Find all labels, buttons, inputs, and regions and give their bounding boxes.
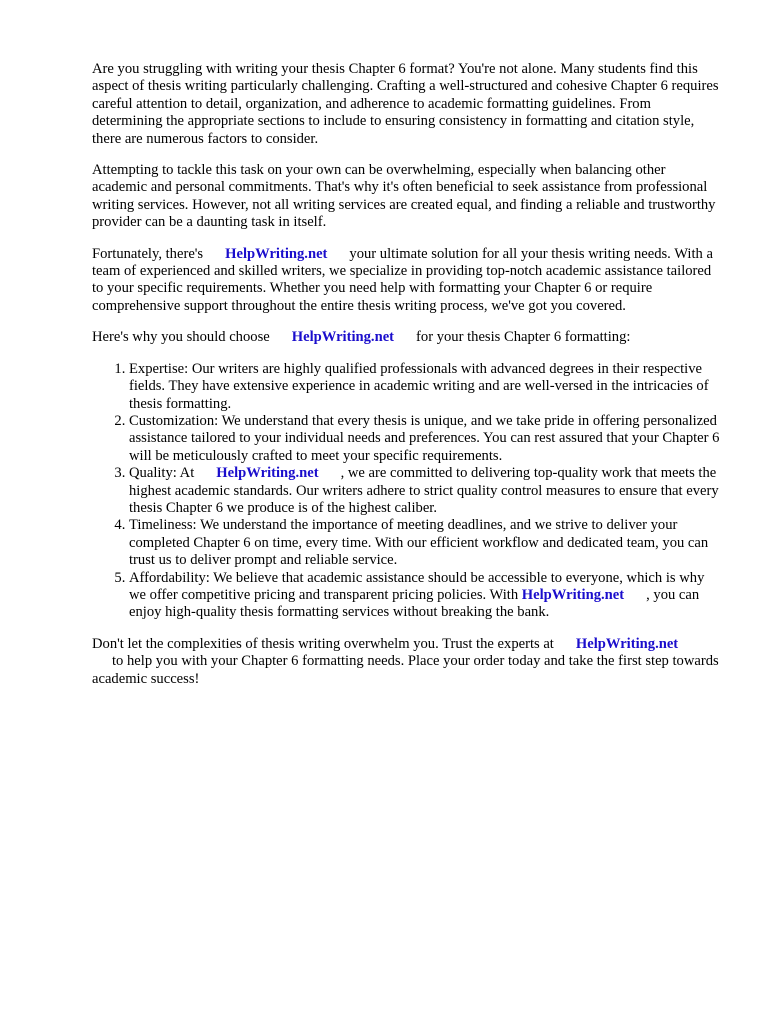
list-item: [129, 570, 722, 622]
solution-text-before: Fortunately, there's: [92, 245, 204, 262]
list-item-text-before: Quality: At: [129, 465, 195, 482]
closing-paragraph: [92, 636, 722, 688]
why-text-before: Here's why you should choose: [92, 329, 270, 346]
solution-text-after: your ultimate solution for all your thesis writing needs. With a team of experienced and skilled writers, we specialize in providing top-notch academic assistance tailored to your specific requirements. Whether you need help with formatting your Chapter 6 or require comprehensive support throughout the entire thesis writing process, we've got you covered.: [92, 245, 713, 314]
list-item: [129, 465, 722, 517]
why-text-after: for your thesis Chapter 6 formatting:: [416, 329, 631, 346]
document-page: [92, 61, 722, 702]
list-item-text-after: , we are committed to delivering top-quality work that meets the highest academic standards. Our writers adhere to strict quality control measures to ensure that every thesis Chapter 6 we produce is of the highest caliber.: [129, 465, 719, 516]
list-item-text: Expertise: Our writers are highly qualified professionals with advanced degrees in their respective fields. They have extensive experience in academic writing and are well-versed in the intricacies of thesis formatting.: [129, 360, 709, 412]
list-item-text: Timeliness: We understand the importance of meeting deadlines, and we strive to deliver your completed Chapter 6 on time, every time. With our efficient workflow and dedicated team, you can trust us to deliver prompt and reliable service.: [129, 517, 709, 569]
solution-paragraph: [92, 246, 722, 316]
list-item-text: Customization: We understand that every thesis is unique, and we take pride in offering personalized assistance tailored to your individual needs and preferences. You can rest assured that your Chapter 6 will be meticulously crafted to meet your specific requirements.: [129, 412, 720, 464]
closing-text-after: to help you with your Chapter 6 formatting needs. Place your order today and take the first step towards academic success!: [92, 653, 719, 687]
list-item: [129, 517, 722, 569]
closing-text-before: Don't let the complexities of thesis writing overwhelm you. Trust the experts at: [92, 635, 554, 652]
intro-paragraph: Are you struggling with writing your thesis Chapter 6 format? You're not alone. Many students find this aspect of thesis writing particularly challenging. Crafting a well-structured and cohesive Chapter 6 requires careful attention to detail, organization, and adherence to academic formatting guidelines. From determining the appropriate sections to include to ensuring consistency in formatting and citation style, there are numerous factors to consider.: [92, 61, 719, 147]
list-item-text-before: Affordability: We believe that academic assistance should be accessible to everyone, which is why we offer competitive pricing and transparent pricing policies. With: [129, 569, 705, 603]
challenge-paragraph: Attempting to tackle this task on your own can be overwhelming, especially when balancing other academic and personal commitments. That's why it's often beneficial to seek assistance from professional writing services. However, not all writing services are created equal, and finding a reliable and trustworthy provider can be a daunting task in itself.: [92, 162, 716, 231]
helpwriting-link[interactable]: HelpWriting.net: [575, 635, 679, 652]
list-item: [129, 413, 722, 465]
list-item-text-after: , you can enjoy high-quality thesis formatting services without breaking the bank.: [129, 586, 700, 621]
helpwriting-link[interactable]: HelpWriting.net: [216, 465, 319, 482]
reasons-list: [92, 361, 722, 622]
why-choose-paragraph: [92, 329, 722, 346]
helpwriting-link[interactable]: HelpWriting.net: [225, 245, 328, 262]
helpwriting-link[interactable]: HelpWriting.net: [521, 586, 625, 603]
list-item: [129, 361, 722, 413]
helpwriting-link[interactable]: HelpWriting.net: [291, 329, 395, 346]
